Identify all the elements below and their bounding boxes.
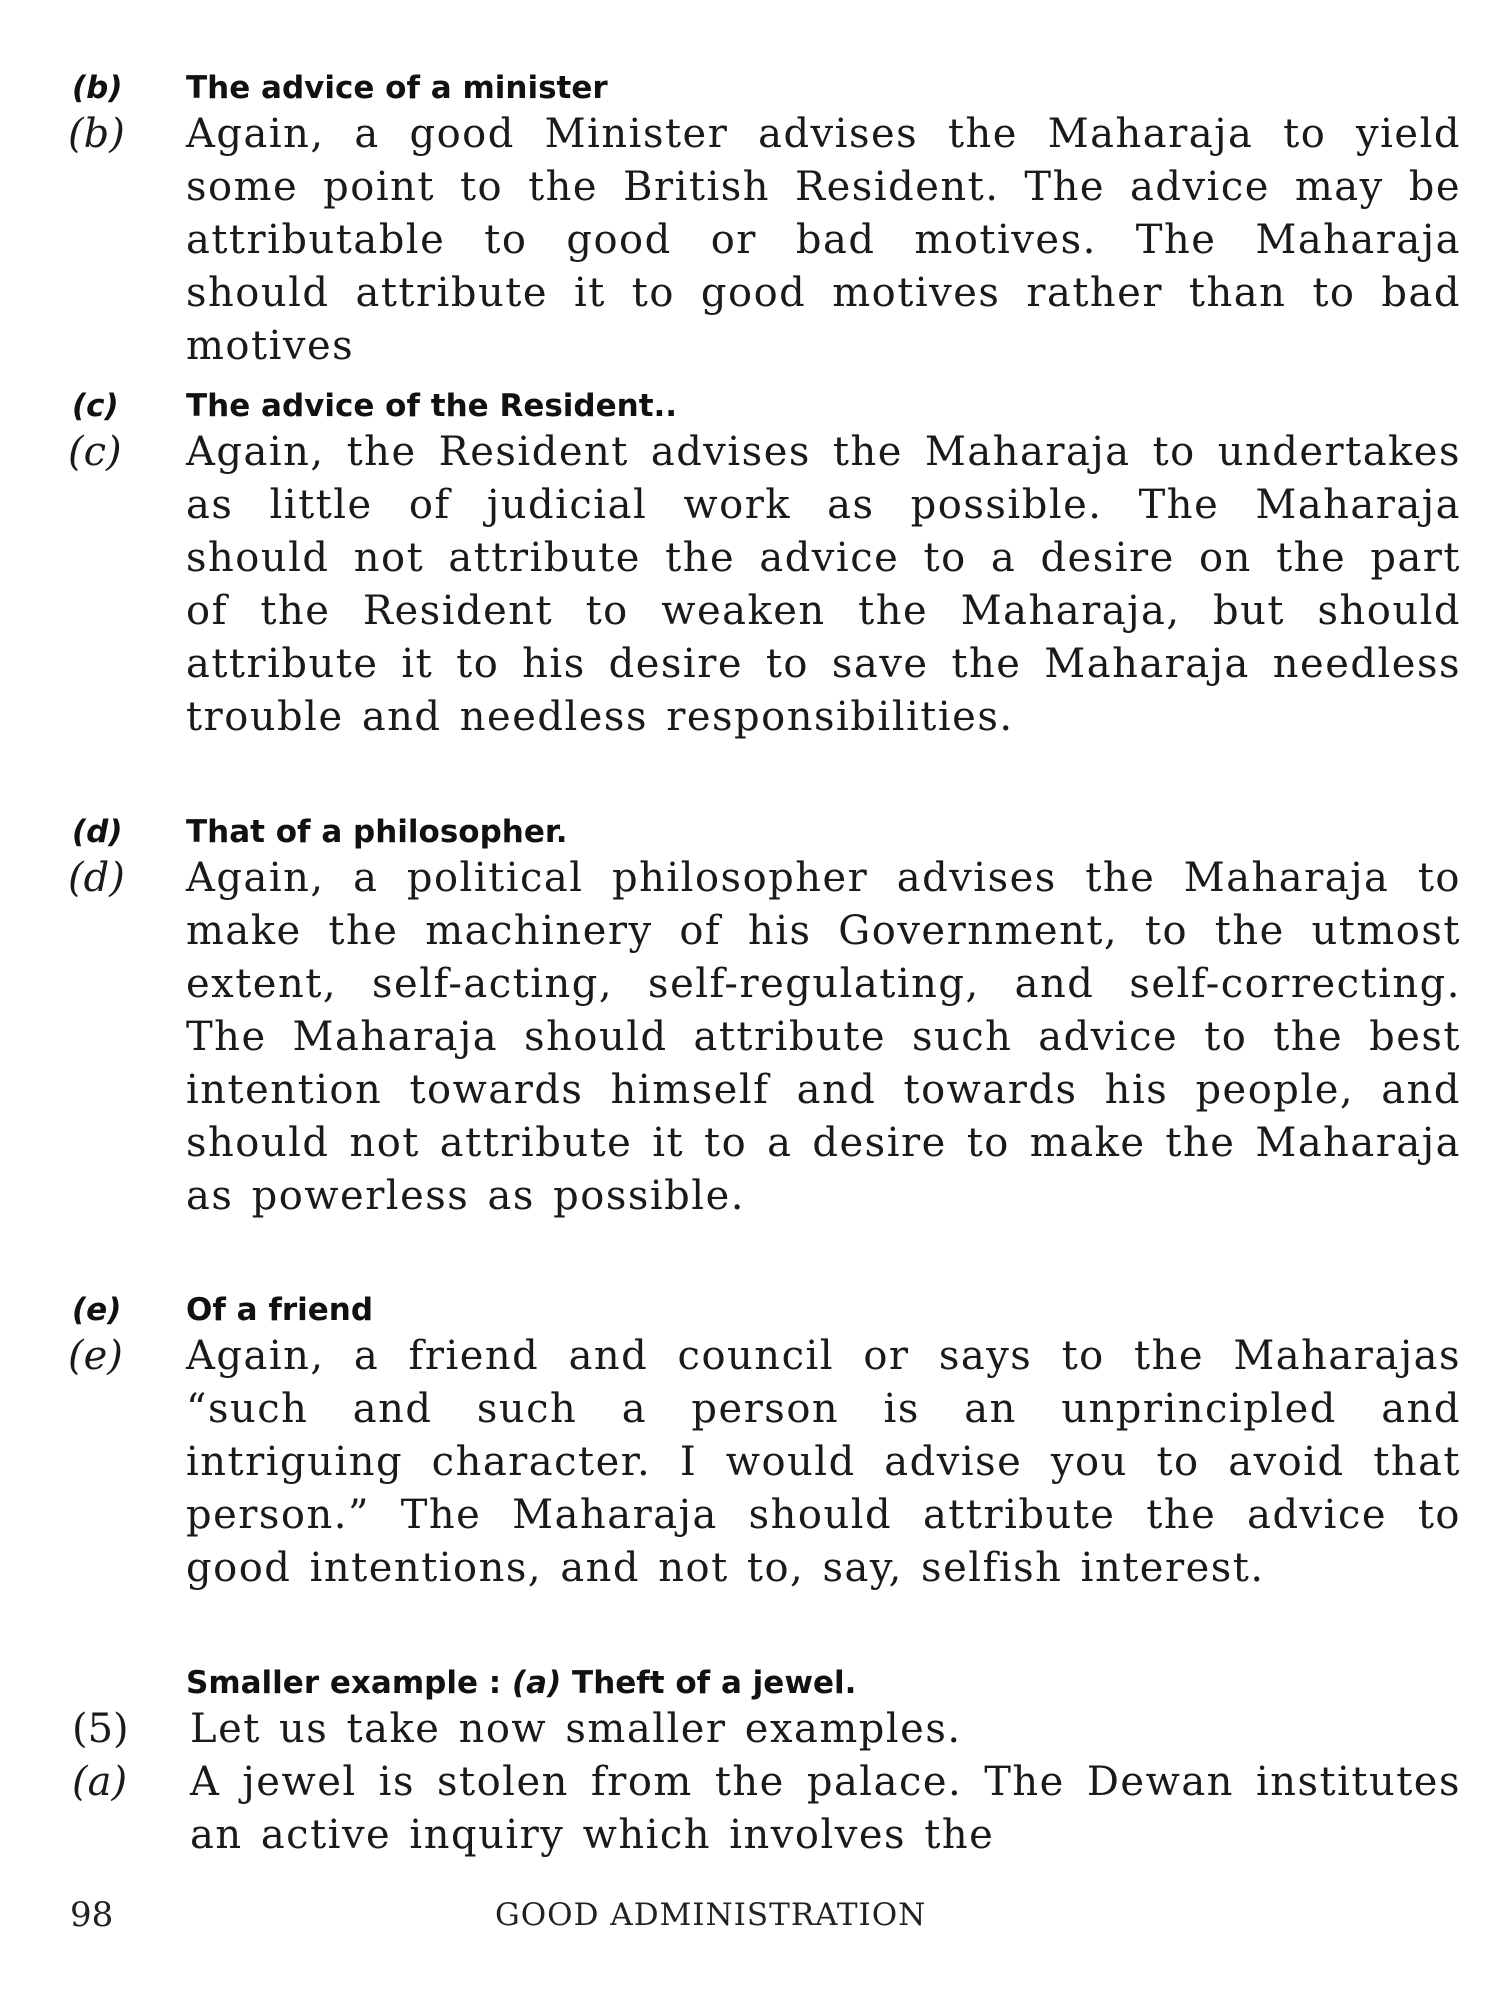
running-footer-title: GOOD ADMINISTRATION: [495, 1897, 927, 1933]
item-a-marker: (a): [72, 1759, 128, 1805]
section-d-text: Again, a political philosopher advises the Maharaja to make the machinery of his Government, to the utmost extent, self-acting, self-regulating, and self-correcting. The Maharaja should attribute such advice to the best intention towards himself and towards his people, and should not attribute it to a desire to make the Maharaja as powerless as possible.: [186, 855, 1461, 1219]
section-d-marker: (d): [68, 855, 125, 901]
page-number: 98: [70, 1895, 114, 1935]
smaller-example-title: Theft of a jewel.: [572, 1665, 857, 1701]
section-b-heading: The advice of a minister: [186, 70, 608, 106]
smaller-example-prefix: Smaller example :: [186, 1665, 502, 1701]
section-b-label: (b): [72, 70, 123, 106]
item-5-paragraph: [72, 1703, 1461, 1756]
section-b-marker: (b): [68, 111, 125, 157]
smaller-example-label: (a): [511, 1665, 562, 1701]
section-b-paragraph: [68, 108, 1461, 373]
item-a-paragraph: [72, 1756, 1461, 1862]
section-c-paragraph: [68, 426, 1461, 744]
section-d-label: (d): [72, 814, 123, 850]
section-e-label: (e): [72, 1292, 122, 1328]
section-e-marker: (e): [68, 1333, 123, 1379]
section-e-heading: Of a friend: [186, 1292, 374, 1328]
section-c-heading: The advice of the Resident..: [186, 388, 678, 424]
section-e-text: Again, a friend and council or says to the Maharajas “such and such a person is an unprincipled and intriguing character. I would advise you to avoid that person.” The Maharaja should attribute the advice to good intentions, and not to, say, selfish interest.: [186, 1333, 1461, 1591]
section-d-paragraph: [68, 852, 1461, 1223]
section-c-text: Again, the Resident advises the Maharaja to undertakes as little of judicial work as possible. The Maharaja should not attribute the advice to a desire on the part of the Resident to weaken the Maharaja, but should attribute it to his desire to save the Maharaja needless trouble and needless responsibilities.: [186, 429, 1461, 740]
section-d-heading: That of a philosopher.: [186, 814, 568, 850]
item-a-text: A jewel is stolen from the palace. The Dewan institutes an active inquiry which involves the: [190, 1759, 1461, 1858]
section-b-text: Again, a good Minister advises the Maharaja to yield some point to the British Resident. The advice may be attributable to good or bad motives. The Maharaja should attribute it to good motives rather than to bad motives: [186, 111, 1461, 369]
section-c-marker: (c): [68, 429, 122, 475]
section-e-paragraph: [68, 1330, 1461, 1595]
section-c-label: (c): [72, 388, 119, 424]
smaller-example-heading: [186, 1663, 856, 1703]
item-5-text: Let us take now smaller examples.: [190, 1706, 962, 1752]
item-5-marker: (5): [72, 1706, 129, 1752]
